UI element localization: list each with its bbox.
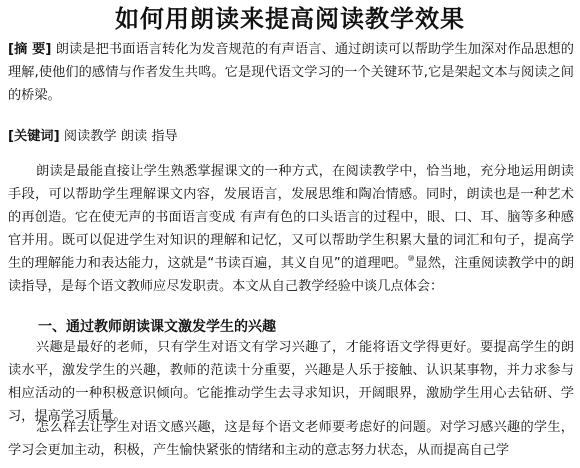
abstract-text: 朗读是把书面语言转化为发音规范的有声语言、通过朗读可以帮助学生加深对作品思想的理解,使他们的感情与作者发生共鸣。它是现代语文学习的一个关键环节,它是架起文本与阅读之间的桥梁。	[8, 42, 574, 103]
abstract-label: [摘 要]	[8, 42, 52, 57]
body-paragraph-3: 怎么样去让学生对语文感兴趣，这是每个语文老师要考虑好的问题。对学习感兴趣的学生，学习会更加主动，积极，产生愉快紧张的情绪和主动的意志努力状态，从而提高自己学	[8, 420, 574, 458]
footnote-marker: ⑩	[407, 254, 415, 263]
page-title: 如何用朗读来提高阅读教学效果	[115, 4, 465, 33]
keywords-label: [关键词]	[8, 129, 60, 144]
keywords-line	[8, 125, 574, 148]
section-heading-1: 一、通过教师朗读课文激发学生的兴趣	[38, 319, 276, 335]
keywords-text: 阅读教学 朗读 指导	[63, 129, 178, 144]
body-paragraph-2: 兴趣是最好的老师，只有学生对语文有学习兴趣了，才能将语文学得更好。要提高学生的朗读水平，激发学生的兴趣，教师的范读十分重要，兴趣是人乐于接触、认识某事物，并力求参与相应活动的一种积极意识倾向。它能推动学生去寻求知识，开阔眼界，激励学生用心去钻研、学习，提高学习质量。	[8, 340, 574, 424]
body-paragraph-1-text: 朗读是最能直接让学生熟悉掌握课文的一种方式，在阅读教学中，恰当地，充分地运用朗读手段，可以帮助学生理解课文内容，发展语言，发展思维和陶冶情感。同时，朗读也是一种艺术的再创造。它在使无声的书面语言变成 有声有色的口头语言的过程中，眼、口、耳、脑等多种感官并用。既可以促进学生对知识的理解和记忆，又可以帮助学生积累大量的词汇和句子，提高学生的理解能力和表达能力，这就是“书读百遍，其义自见”的道理吧。	[8, 164, 574, 271]
body-paragraph-1	[8, 160, 574, 298]
body-paragraph-1-tail: 显然，注重阅读教学中的朗读指导，是每个语文教师应尽发职责。本文从自己教学经验中谈几点体会：	[8, 256, 575, 294]
abstract-paragraph	[8, 38, 574, 107]
